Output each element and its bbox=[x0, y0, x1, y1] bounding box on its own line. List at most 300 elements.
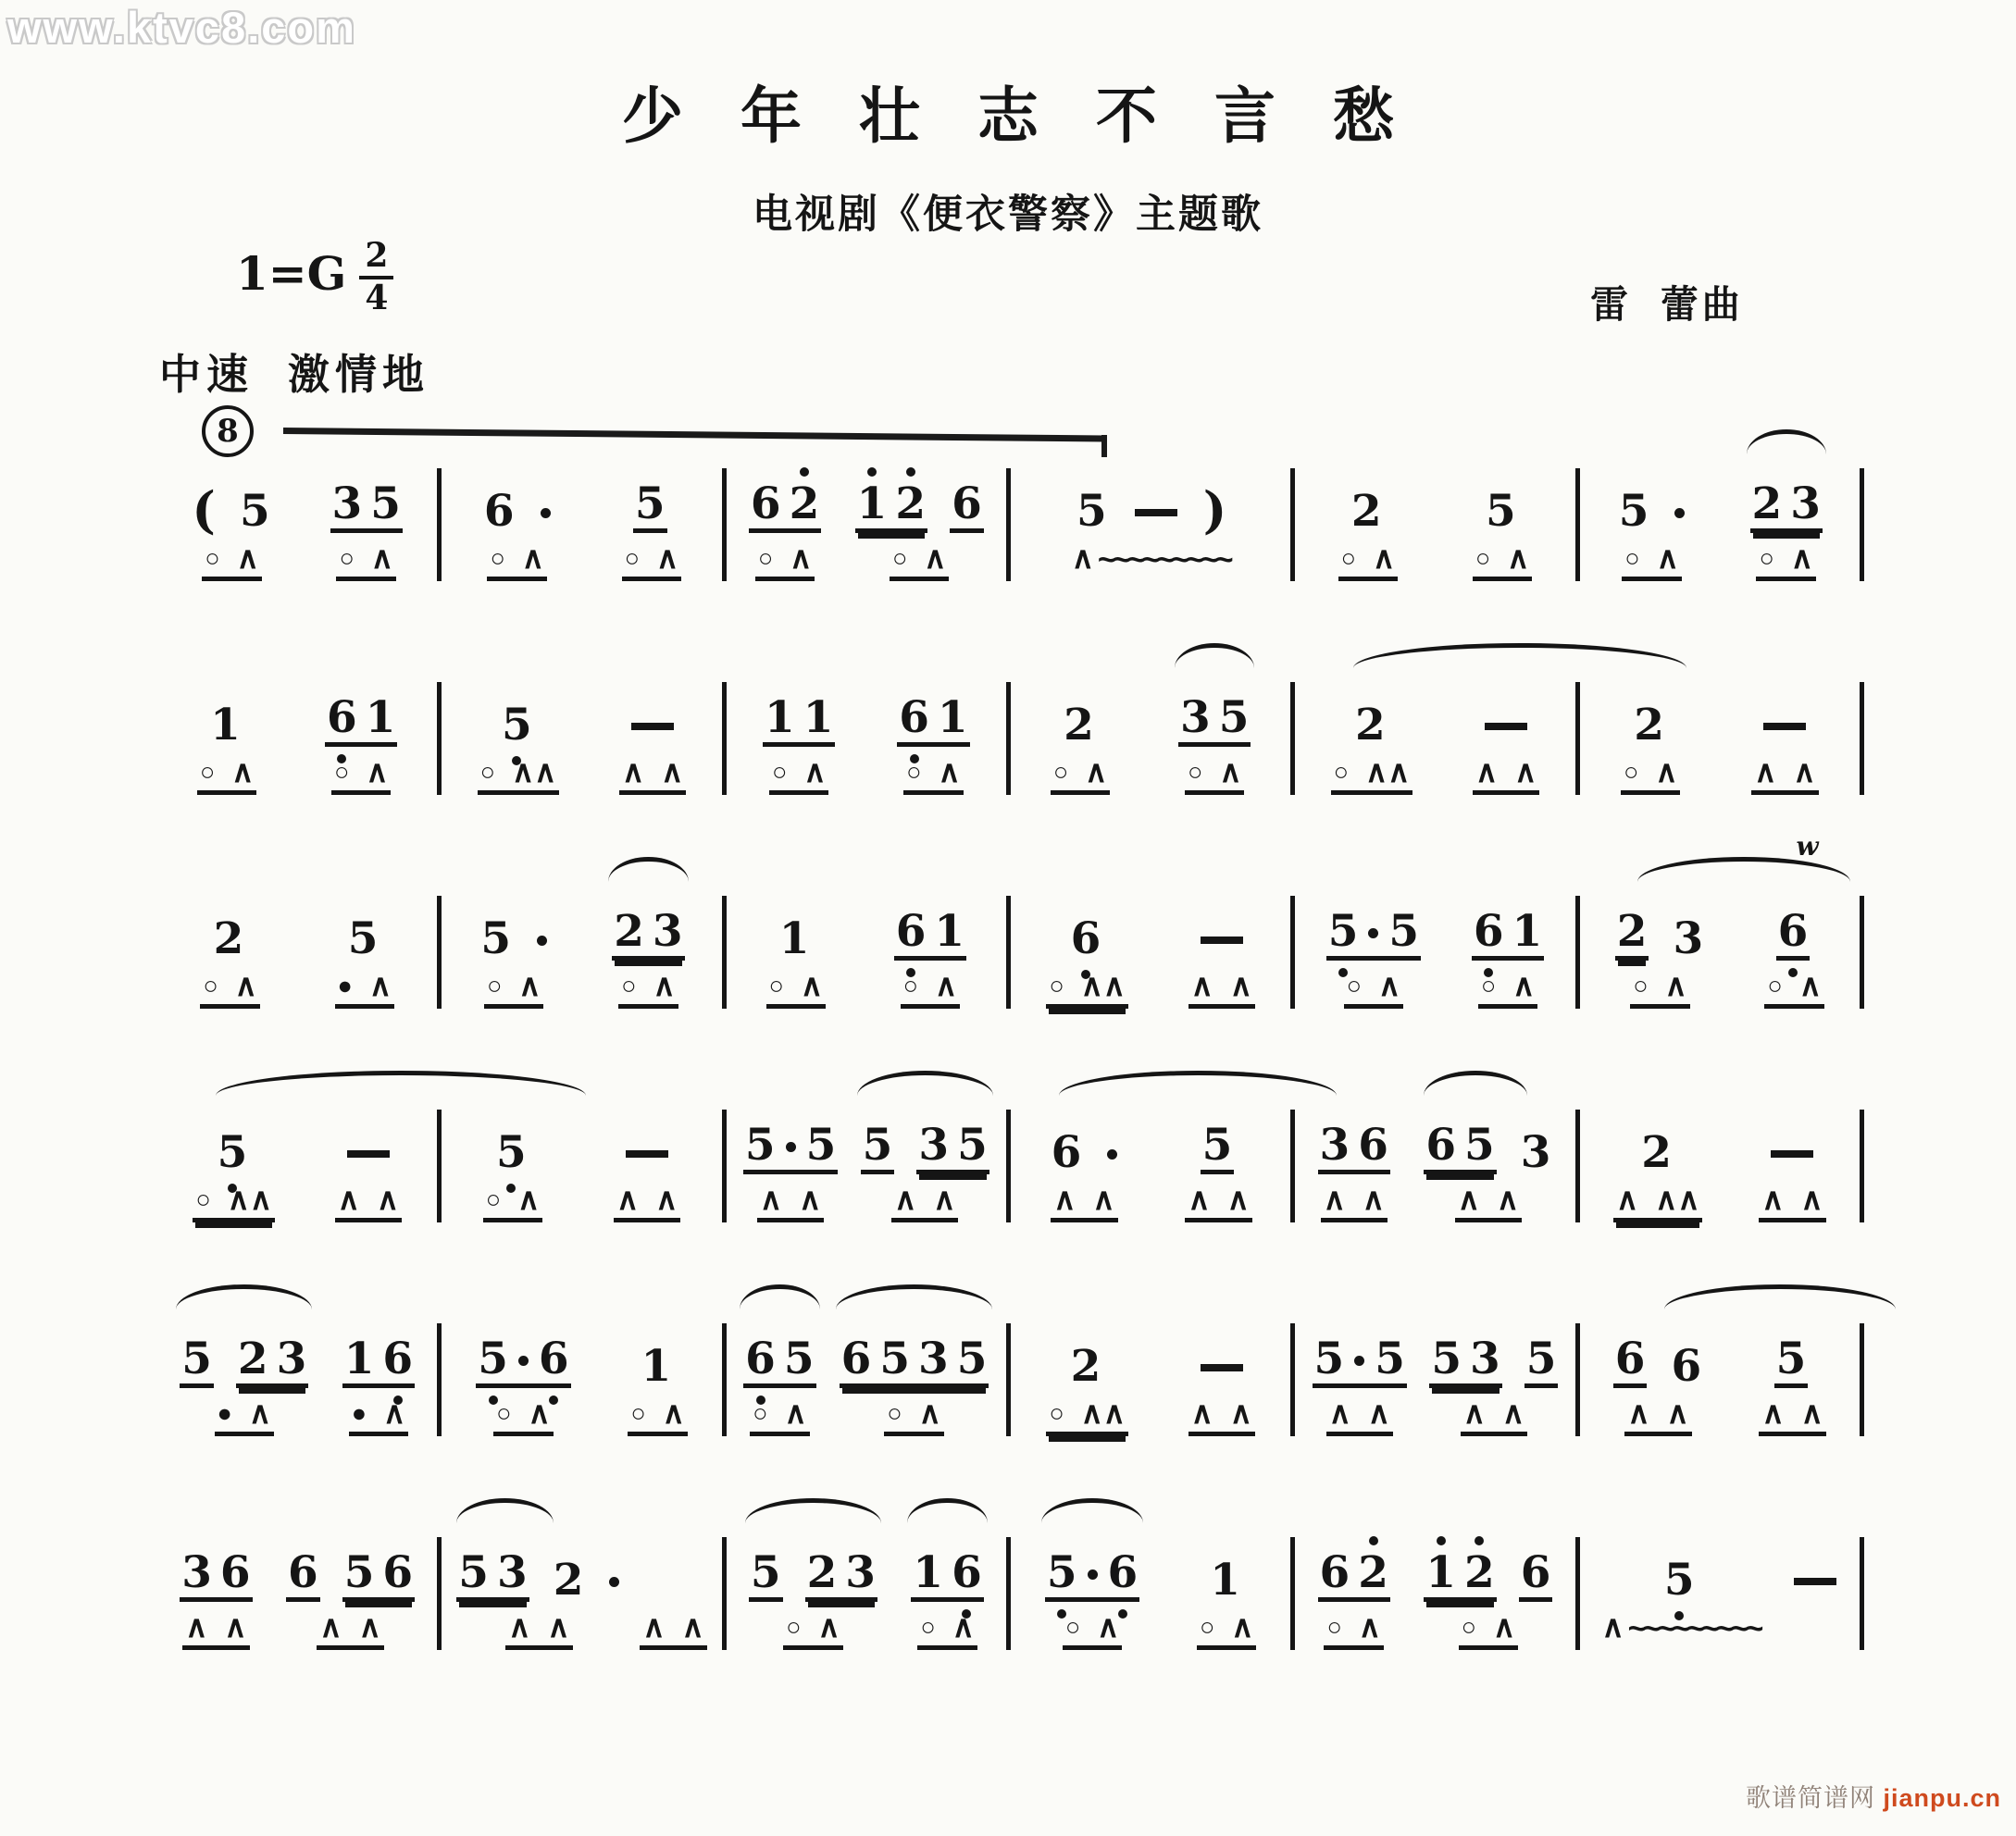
blow-caret-icon: ∧ bbox=[534, 754, 557, 788]
note-beam-group bbox=[855, 478, 927, 533]
blow-caret-icon: ∧ bbox=[337, 1182, 360, 1216]
measure bbox=[1011, 455, 1290, 577]
mordent-icon: w bbox=[1796, 831, 1819, 862]
articulation-marks bbox=[1188, 970, 1255, 1009]
augmentation-dot bbox=[786, 1142, 796, 1152]
beat-cell bbox=[612, 883, 684, 1009]
note-group bbox=[180, 1310, 308, 1388]
note-digit: 3 bbox=[918, 1334, 949, 1384]
articulation-marks bbox=[1599, 1611, 1763, 1645]
note-digit: 1 bbox=[913, 1547, 944, 1598]
note-group bbox=[1617, 455, 1687, 537]
note-beam-group bbox=[1524, 1334, 1559, 1388]
measure bbox=[727, 455, 1006, 581]
note-digit: 6 bbox=[1614, 1334, 1646, 1384]
measure bbox=[157, 1524, 437, 1650]
draw-circle-icon: ○ bbox=[630, 1398, 646, 1427]
beat-cell bbox=[330, 455, 403, 581]
note-digit: 5 bbox=[634, 478, 666, 529]
articulation-marks bbox=[1188, 1397, 1255, 1436]
note-digit: 1 bbox=[937, 692, 968, 743]
note-digit: 2 bbox=[790, 482, 820, 526]
note-group bbox=[1424, 1524, 1552, 1602]
circled-eight-icon: 8 bbox=[202, 405, 254, 457]
blow-caret-icon: ∧ bbox=[1800, 1396, 1823, 1430]
note-digit: 5 bbox=[218, 1131, 248, 1174]
note-digit: 5 bbox=[458, 1547, 489, 1598]
note-group bbox=[861, 1097, 989, 1174]
octave-dot-high bbox=[1475, 1536, 1484, 1545]
note-beam-group bbox=[286, 1547, 320, 1602]
blow-caret-icon: ∧ bbox=[511, 754, 535, 788]
beat-cell bbox=[743, 1097, 838, 1222]
note-group bbox=[192, 455, 271, 540]
draw-circle-icon: ○ bbox=[479, 757, 495, 786]
blow-caret-icon: ∧ bbox=[249, 1182, 272, 1216]
beat-cell bbox=[894, 883, 966, 1009]
note-digit: 6 bbox=[750, 478, 781, 529]
measure bbox=[1011, 1310, 1290, 1436]
note-digit: 6 bbox=[1520, 1547, 1551, 1598]
note-digit: 5 bbox=[1313, 1334, 1345, 1384]
note-beam-group bbox=[552, 1555, 586, 1606]
note-digit: 2 bbox=[1350, 486, 1382, 537]
blow-caret-icon: ∧ bbox=[1492, 1609, 1516, 1644]
note-group bbox=[1424, 1097, 1552, 1178]
note-digit: 5 bbox=[1431, 1334, 1462, 1384]
blow-caret-icon: ∧ bbox=[1475, 754, 1499, 788]
vibrato-wavy-line: ~~~~~~~~~ bbox=[1097, 541, 1230, 577]
note-beam-group bbox=[1318, 1120, 1390, 1174]
note-digit: 2 bbox=[1070, 1341, 1101, 1392]
blow-caret-icon: ∧ bbox=[1328, 1396, 1351, 1430]
blow-caret-icon: ∧ bbox=[621, 754, 645, 788]
note-digit: 3 bbox=[1790, 478, 1821, 529]
blow-caret-icon: ∧ bbox=[1627, 1396, 1650, 1430]
note-digit: 6 bbox=[840, 1334, 872, 1384]
music-row bbox=[157, 1524, 1864, 1650]
draw-filled-circle-icon: ● bbox=[337, 971, 353, 999]
articulation-marks bbox=[1751, 756, 1818, 795]
blow-caret-icon: ∧ bbox=[642, 1609, 666, 1644]
blow-caret-icon: ∧ bbox=[1188, 1182, 1211, 1216]
articulation-marks bbox=[1478, 970, 1537, 1009]
note-beam-group bbox=[1045, 1547, 1139, 1602]
music-row bbox=[157, 455, 1864, 581]
articulation-marks bbox=[757, 1184, 824, 1222]
note-group bbox=[1062, 669, 1099, 751]
music-row bbox=[157, 831, 1864, 1009]
note-digit: 5 bbox=[1375, 1334, 1405, 1384]
note-digit: 2 bbox=[1464, 1551, 1495, 1594]
measure bbox=[1295, 1524, 1574, 1650]
note-beam-group bbox=[1429, 1334, 1501, 1388]
blow-caret-icon: ∧ bbox=[1677, 1182, 1700, 1216]
articulation-marks bbox=[1321, 1184, 1388, 1222]
articulation-marks bbox=[614, 1184, 680, 1222]
blow-caret-icon: ∧ bbox=[655, 1182, 678, 1216]
measure bbox=[727, 669, 1006, 795]
score-rows bbox=[157, 455, 1864, 1738]
beat-cell bbox=[192, 455, 271, 581]
dash-rest-line bbox=[1201, 937, 1243, 944]
augmentation-dot bbox=[537, 936, 547, 946]
song-subtitle: 电视剧《便衣警察》主题歌 bbox=[753, 192, 1263, 237]
beat-cell bbox=[614, 1097, 680, 1222]
measure bbox=[1011, 1097, 1290, 1222]
beat-cell bbox=[911, 1524, 983, 1650]
note-beam-group bbox=[1519, 1547, 1553, 1602]
beat-cell bbox=[1751, 669, 1818, 795]
tie-arc bbox=[1664, 1284, 1896, 1309]
blow-caret-icon: ∧ bbox=[817, 1609, 840, 1644]
measure bbox=[157, 455, 437, 581]
note-group bbox=[1350, 455, 1387, 537]
articulation-marks bbox=[1812, 1611, 1818, 1615]
draw-circle-icon: ○ bbox=[334, 757, 350, 786]
beat-cell bbox=[1759, 1097, 1825, 1222]
note-group bbox=[1208, 1524, 1245, 1606]
note-group bbox=[911, 1524, 983, 1602]
beat-cell bbox=[861, 1097, 989, 1222]
articulation-marks bbox=[1331, 756, 1413, 795]
beat-cell bbox=[840, 1310, 989, 1436]
note-beam-group bbox=[743, 1120, 838, 1174]
blow-caret-icon: ∧ bbox=[1377, 968, 1401, 1002]
note-group bbox=[325, 669, 397, 747]
note-digit: 5 bbox=[1775, 1334, 1807, 1384]
note-digit: 2 bbox=[1358, 1551, 1388, 1594]
tie-arc bbox=[1353, 643, 1686, 668]
draw-circle-icon: ○ bbox=[1340, 543, 1356, 572]
blow-caret-icon: ∧ bbox=[1666, 1396, 1689, 1430]
beat-cell bbox=[1046, 1310, 1128, 1436]
music-row bbox=[157, 1097, 1864, 1222]
note-digit: 3 bbox=[1673, 913, 1704, 964]
tie-arc bbox=[907, 1498, 987, 1523]
augmentation-dot bbox=[1107, 1149, 1117, 1160]
note-digit: 3 bbox=[276, 1334, 307, 1384]
note-digit: 5 bbox=[862, 1120, 893, 1171]
note-digit: 6 bbox=[1108, 1551, 1139, 1594]
dash-rest-line bbox=[1201, 1364, 1243, 1371]
note-digit: 2 bbox=[1616, 906, 1648, 957]
note-group bbox=[1750, 455, 1823, 533]
blow-caret-icon: ∧ bbox=[1080, 968, 1103, 1002]
blow-caret-icon: ∧ bbox=[661, 754, 684, 788]
blow-caret-icon: ∧ bbox=[1102, 968, 1126, 1002]
dash-rest-line bbox=[1763, 723, 1806, 730]
note-digit: 5 bbox=[805, 1120, 837, 1171]
song-title: 少年壮志不言愁 bbox=[622, 83, 1451, 151]
beat-cell bbox=[180, 1310, 308, 1436]
articulation-marks bbox=[891, 1184, 958, 1222]
articulation-marks bbox=[1324, 1611, 1383, 1650]
blow-caret-icon: ∧ bbox=[616, 1182, 640, 1216]
blow-caret-icon: ∧ bbox=[1656, 540, 1679, 575]
articulation-marks bbox=[335, 1184, 402, 1222]
note-beam-group bbox=[1075, 486, 1109, 537]
note-digit: 6 bbox=[483, 486, 515, 537]
blow-caret-icon: ∧ bbox=[1092, 1182, 1115, 1216]
note-digit: 3 bbox=[1319, 1120, 1350, 1171]
measure bbox=[727, 883, 1006, 1009]
note-digit: 6 bbox=[288, 1547, 318, 1598]
note-digit: 5 bbox=[957, 1120, 988, 1171]
beat-cell bbox=[1313, 1310, 1407, 1436]
note-beam-group bbox=[346, 913, 380, 964]
blow-caret-icon: ∧ bbox=[366, 754, 389, 788]
blow-caret-icon: ∧ bbox=[1388, 754, 1411, 788]
note-beam-group bbox=[763, 692, 835, 747]
blow-caret-icon: ∧ bbox=[784, 1396, 807, 1430]
note-digit: 5 bbox=[181, 1334, 212, 1384]
octave-dot-high bbox=[800, 467, 809, 477]
note-beam-group bbox=[1326, 906, 1421, 961]
blow-caret-icon: ∧ bbox=[383, 1396, 406, 1430]
note-digit: 5 bbox=[783, 1334, 815, 1384]
blow-caret-icon: ∧ bbox=[799, 1182, 822, 1216]
note-group bbox=[346, 883, 383, 964]
tie-arc bbox=[857, 1071, 993, 1096]
blow-caret-icon: ∧ bbox=[547, 1609, 570, 1644]
blow-caret-icon: ∧ bbox=[1226, 1182, 1250, 1216]
note-digit: 3 bbox=[1180, 692, 1211, 743]
note-digit: 1 bbox=[365, 692, 396, 743]
augmentation-dot bbox=[1368, 928, 1378, 938]
note-group bbox=[640, 1310, 677, 1392]
note-digit: 5 bbox=[1328, 910, 1359, 953]
beat-cell bbox=[1326, 883, 1421, 1009]
beat-cell bbox=[456, 1524, 621, 1650]
draw-circle-icon: ○ bbox=[786, 1612, 802, 1641]
blow-caret-icon: ∧ bbox=[800, 968, 823, 1002]
draw-filled-circle-icon: ● bbox=[351, 1398, 367, 1427]
music-row bbox=[157, 669, 1864, 795]
note-beam-group bbox=[1774, 1334, 1809, 1388]
beat-cell bbox=[197, 669, 256, 795]
watermark-ktvc8: www.ktvc8.com bbox=[7, 3, 356, 52]
beat-cell bbox=[1338, 455, 1398, 581]
dash-rest-line bbox=[631, 723, 674, 730]
blow-caret-icon: ∧ bbox=[1071, 540, 1094, 575]
beat-cell bbox=[1424, 1097, 1552, 1222]
note-digit: 5 bbox=[502, 703, 532, 747]
note-digit: 6 bbox=[1671, 1341, 1702, 1392]
note-digit: 2 bbox=[1751, 478, 1783, 529]
blow-caret-icon: ∧ bbox=[1190, 1396, 1213, 1430]
augmentation-dot bbox=[518, 1356, 529, 1366]
note-digit: 1 bbox=[778, 913, 810, 964]
blow-caret-icon: ∧ bbox=[1793, 754, 1816, 788]
articulation-marks bbox=[640, 1611, 706, 1650]
blow-caret-icon: ∧ bbox=[1229, 968, 1252, 1002]
note-group bbox=[500, 669, 537, 751]
blow-caret-icon: ∧ bbox=[528, 1396, 551, 1430]
note-beam-group bbox=[1669, 1341, 1703, 1392]
note-group bbox=[476, 1310, 570, 1388]
beat-cell bbox=[335, 883, 394, 1009]
tie-arc bbox=[1424, 1071, 1527, 1096]
note-beam-group bbox=[1424, 1120, 1496, 1174]
note-group bbox=[494, 1097, 531, 1178]
octave-dot-high bbox=[1369, 1536, 1378, 1545]
note-beam-group bbox=[494, 1127, 529, 1178]
note-group bbox=[342, 1310, 415, 1388]
draw-circle-icon: ○ bbox=[203, 971, 218, 999]
measure bbox=[1295, 883, 1574, 1009]
tie-arc bbox=[1747, 429, 1826, 454]
note-beam-group bbox=[640, 1341, 674, 1392]
articulation-marks bbox=[493, 1397, 553, 1436]
blow-caret-icon: ∧ bbox=[1097, 1609, 1120, 1644]
note-digit: 2 bbox=[213, 913, 244, 964]
beat-cell bbox=[1331, 669, 1413, 795]
barline bbox=[1860, 1537, 1864, 1650]
articulation-marks bbox=[331, 756, 391, 795]
barline bbox=[1860, 1110, 1864, 1222]
tie-arc bbox=[740, 1284, 819, 1309]
note-group bbox=[1481, 669, 1531, 747]
note-group bbox=[1472, 883, 1544, 961]
articulation-marks bbox=[1764, 970, 1823, 1009]
blow-caret-icon: ∧ bbox=[1601, 1609, 1624, 1644]
note-group bbox=[749, 1524, 877, 1602]
note-group bbox=[208, 669, 245, 751]
time-signature-denominator: 4 bbox=[365, 278, 389, 317]
blow-caret-icon: ∧ bbox=[1085, 754, 1108, 788]
octave-dot-high bbox=[867, 467, 877, 477]
blow-caret-icon: ∧ bbox=[1190, 968, 1213, 1002]
note-beam-group bbox=[1062, 700, 1096, 751]
note-beam-group bbox=[1750, 478, 1823, 533]
footer-site-url: jianpu.cn bbox=[1883, 1784, 2001, 1812]
blow-caret-icon: ∧ bbox=[1364, 754, 1388, 788]
measure bbox=[157, 883, 437, 1009]
note-group bbox=[1776, 831, 1819, 961]
composer-credit: 雷 蕾曲 bbox=[1590, 283, 1744, 326]
blow-caret-icon: ∧ bbox=[1496, 1182, 1520, 1216]
beat-cell bbox=[476, 1310, 570, 1436]
blow-caret-icon: ∧ bbox=[1053, 1182, 1076, 1216]
octave-line bbox=[283, 428, 1105, 442]
draw-circle-icon: ○ bbox=[902, 971, 918, 999]
note-digit: 3 bbox=[497, 1547, 528, 1598]
draw-circle-icon: ○ bbox=[906, 757, 922, 786]
measure bbox=[442, 455, 721, 581]
beat-cell bbox=[628, 1310, 687, 1436]
measure bbox=[1580, 1310, 1860, 1436]
note-digit: 1 bbox=[765, 692, 795, 743]
note-digit: 2 bbox=[895, 482, 926, 526]
note-group bbox=[778, 883, 815, 964]
note-group bbox=[1429, 1310, 1558, 1388]
articulation-marks bbox=[755, 542, 815, 581]
note-beam-group bbox=[330, 478, 403, 533]
beat-cell bbox=[1473, 455, 1532, 581]
articulation-marks bbox=[200, 970, 259, 1009]
articulation-marks bbox=[901, 970, 960, 1009]
measure bbox=[442, 1310, 721, 1436]
note-group bbox=[1632, 669, 1669, 751]
note-digit: 1 bbox=[1210, 1555, 1240, 1606]
blow-caret-icon: ∧ bbox=[1229, 1396, 1252, 1430]
music-row bbox=[157, 1310, 1864, 1436]
note-group bbox=[180, 1524, 252, 1602]
measure bbox=[1011, 1524, 1290, 1650]
articulation-marks bbox=[1621, 756, 1680, 795]
note-digit: 6 bbox=[1319, 1547, 1350, 1598]
draw-circle-icon: ○ bbox=[891, 543, 908, 572]
note-group bbox=[1613, 1310, 1703, 1392]
note-digit: 1 bbox=[343, 1334, 375, 1384]
draw-circle-icon: ○ bbox=[1333, 757, 1349, 786]
articulation-marks bbox=[917, 1611, 977, 1650]
note-beam-group bbox=[180, 1334, 214, 1388]
draw-circle-icon: ○ bbox=[621, 971, 637, 999]
beat-cell bbox=[286, 1524, 415, 1650]
note-digit: 5 bbox=[1486, 486, 1516, 537]
beat-cell bbox=[1188, 1310, 1255, 1436]
note-digit: 5 bbox=[1618, 486, 1649, 537]
note-digit: 6 bbox=[745, 1337, 776, 1381]
note-digit: 1 bbox=[210, 700, 241, 751]
beat-cell bbox=[619, 669, 686, 795]
note-beam-group bbox=[325, 692, 397, 747]
note-beam-group bbox=[212, 913, 246, 964]
beat-cell bbox=[763, 669, 835, 795]
draw-circle-icon: ○ bbox=[753, 1398, 768, 1427]
beat-cell bbox=[1188, 883, 1255, 1009]
note-digit: 5 bbox=[744, 1120, 776, 1171]
note-group bbox=[1313, 1310, 1407, 1388]
blow-caret-icon: ∧ bbox=[653, 968, 676, 1002]
blow-caret-icon: ∧ bbox=[248, 1396, 271, 1430]
note-digit: 2 bbox=[614, 906, 644, 957]
augmentation-dot bbox=[1674, 508, 1685, 518]
note-beam-group bbox=[950, 478, 984, 533]
blow-caret-icon: ∧ bbox=[662, 1396, 685, 1430]
blow-caret-icon: ∧ bbox=[518, 968, 541, 1002]
note-group bbox=[1639, 1097, 1676, 1178]
articulation-marks bbox=[1455, 1184, 1522, 1222]
dash-rest-line bbox=[1771, 1150, 1813, 1158]
measure bbox=[1295, 669, 1574, 795]
note-digit: 6 bbox=[899, 696, 929, 739]
note-digit: 6 bbox=[1358, 1120, 1388, 1171]
note-group bbox=[655, 1524, 692, 1602]
articulation-marks bbox=[349, 1397, 408, 1436]
note-group bbox=[894, 883, 966, 961]
augmentation-dot bbox=[1354, 1356, 1364, 1366]
beat-cell bbox=[1197, 1524, 1256, 1650]
note-beam-group bbox=[456, 1547, 529, 1602]
tie-arc bbox=[745, 1498, 881, 1523]
note-beam-group bbox=[208, 700, 243, 751]
note-digit: 6 bbox=[1051, 1127, 1082, 1178]
dash-rest-line bbox=[1794, 1578, 1836, 1585]
note-beam-group bbox=[216, 1127, 250, 1178]
note-beam-group bbox=[612, 906, 684, 961]
note-digit: 2 bbox=[237, 1334, 268, 1384]
beat-cell bbox=[749, 455, 821, 581]
articulation-marks bbox=[197, 756, 256, 795]
articulation-marks bbox=[884, 1397, 943, 1436]
blow-caret-icon: ∧ bbox=[1507, 540, 1530, 575]
blow-caret-icon: ∧ bbox=[1655, 754, 1678, 788]
note-digit: 5 bbox=[480, 913, 512, 964]
blow-caret-icon: ∧ bbox=[759, 1182, 783, 1216]
